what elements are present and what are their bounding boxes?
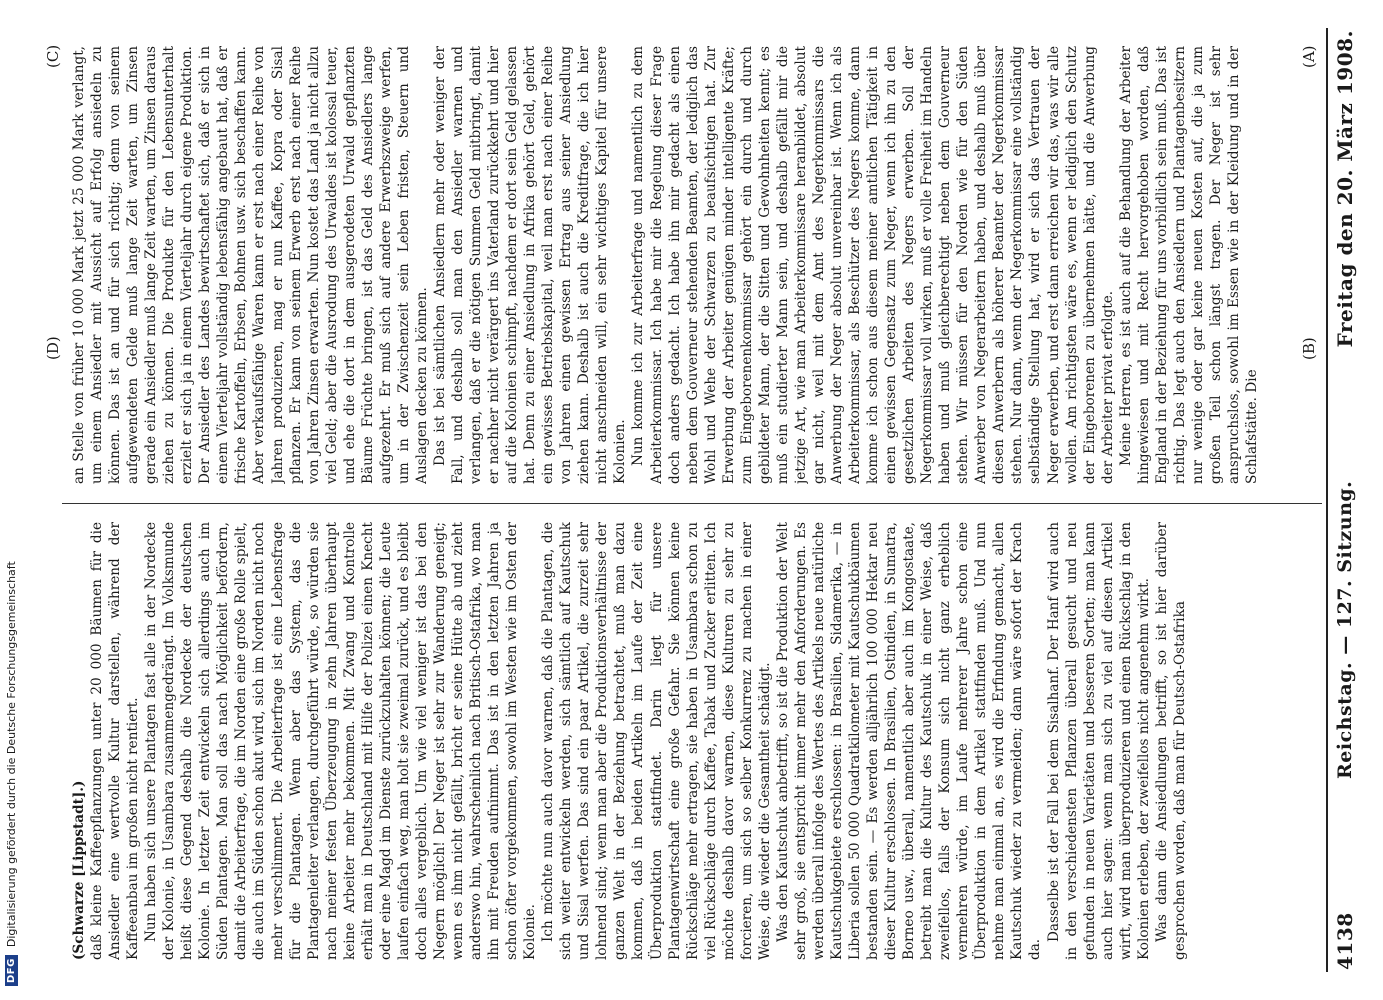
paragraph: Nun haben sich unsere Plantagen fast alle in der Nordecke der Kolonie, in Usambara zusammengedrängt. Im Volksmunde heißt diese Gegend deshalb die Nordecke der deutschen Kolonie. In letzter Zeit entwickeln sich allerdings auch im Süden Plantagen. Man soll das nach Möglichkeit befördern, damit die Arbeiterfrage, die im Norden eine große Rolle spielt, die auch im Süden schon akut wird, sich im Norden nicht noch mehr verschlimmert. Die Arbeiterfrage ist eine Lebensfrage für die Plantagen. Wenn aber das System, das die Plantagenleiter verlangen, durchgeführt würde, so würden sie nach meiner festen Überzeugung in zehn Jahren überhaupt keine Arbeiter mehr bekommen. Mit Zwang und Kontrolle erhält man in Deutschland mit Hilfe der Polizei einen Knecht oder eine Magd im Dienste zurückzuhalten können; die Leute laufen einfach weg, man holt sie zweimal zurück, und es bleibt doch alles vergeblich. Um wie viel weniger ist das bei den Negern möglich! Der Neger ist sehr zur Wanderung geneigt; wenn es ihm nicht gefällt, bricht er seine Hütte ab und zieht anderswo hin, wahrscheinlich nach Britisch-Ostafrika, wo man ihn mit Freuden aufnimmt. Das ist in den letzten Jahren ja schon öfter vorgekommen, sowohl im Westen wie im Osten der Kolonie. [143,522,539,960]
funding-strip [0,0,22,1000]
paragraph: Was den Kautschuk anbetrifft, so ist die Produktion der Welt sehr groß, sie entspricht immer mehr den Anforderungen. Es werden überall infolge des Wertes des Artikels neue natürliche Kautschukgebiete erschlossen: in Brasilien, Sidamerika, — in Liberia sollen 50 000 Quadratkilometer mit Kautschukbäumen bestanden sein. — Es werden alljährlich 100 000 Hektar neu dieser Kultur erschlossen. In Brasilien, Ostindien, in Sumatra, Borneo usw., überall, namentlich aber auch im Kongostaate, betreibt man die Kultur des Kautschuk in einer Weise, daß zweifellos, falls der Konsum sich nicht ganz erheblich vermehren würde, im Laufe mehrerer Jahre schon eine Überproduktion in dem Artikel stattfinden muß. Und nun nehme man einmal an, es wird die Erfindung gemacht, allen Kautschuk wieder zu vermeiden; dann wäre sofort der Krach da. [774,522,1044,960]
speaker-label: (Schwarze [Lippstadt].) [71,780,87,960]
paragraph: Dasselbe ist der Fall bei dem Sisalhanf. Der Hanf wird auch in den verschiedensten Pflanzen überall gesucht und neu gefunden in neuen Varietäten und besseren Sorten; man kann auch hier sagen: wenn man sich zu viel auf diesen Artikel wirft, wird man überproduzieren und einen Rückschlag in den Kolonien erleben, der zweifellos nicht angenehm wirkt. [1045,522,1152,960]
header-rule [1326,28,1328,972]
paragraph: Was dann die Ansiedlungen betrifft, so ist hier darüber gesprochen worden, daß man für Deutsch-Ostafrika [1153,522,1188,960]
margin-marker-b: (B) [1300,337,1318,360]
paragraph: Ich möchte nun auch davor warnen, daß die Plantagen, die sich weiter entwickeln werden, sich sämtlich auf Kautschuk und Sisal werfen. Das sind ein paar Artikel, die zurzeit sehr lohnend sind; wenn man aber die Produktionsverhältnisse der ganzen Welt in der Beziehung betrachtet, muß man dazu kommen, daß in beiden Artikeln im Laufe der Zeit eine Überproduktion stattfindet. Darin liegt für unsere Plantagenwirtschaft eine große Gefahr. Sie können keine Rückschläge mehr ertragen, sie haben in Usambara schon zu viel Rückschläge durch Kaffee, Tabak und Zucker erlitten. Ich möchte deshalb davor warnen, diese Kulturen zu sehr zu forcieren, um sich so selber Konkurrenz zu machen in einer Weise, die wieder die Gesamtheit schädigt. [540,522,773,960]
right-column [70,46,1320,484]
margin-marker-a: (A) [1300,45,1318,68]
column-divider [62,503,1322,504]
session-date: Freitag den 20. März 1908. [1333,30,1357,348]
session-title: Reichstag. — 127. Sitzung. [1334,480,1356,780]
left-column [70,522,1320,960]
page-number: 4138 [1333,912,1357,970]
funding-note: Digitalisierung gefördert durch die Deutsche Forschungsgemeinschaft [4,561,18,948]
paragraph: Das ist bei sämtlichen Ansiedlern mehr oder weniger der Fall, und deshalb soll man den Ansiedler warnen und verlangen, daß er die nötigen Summen Geld mitbringt, damit er nachher nicht verärgert ins Vaterland zurückkehrt und hier auf die Kolonien schimpft, nachdem er dort sein Geld gelassen hat. Denn zu einer Ansiedlung in Afrika gehört Geld, gehört ein gewisses Betriebskapital, weil man erst nach einer Reihe von Jahren einen gewissen Ertrag aus seiner Ansiedlung ziehen kann. Deshalb ist auch die Kreditfrage, die ich hier nicht anschneiden will, ein sehr wichtiges Kapitel für unsere Kolonien. [431,46,629,484]
paragraph: daß kleine Kaffeepflanzungen unter 20 000 Bäumen für die Ansiedler eine wertvolle Kultur darstellen, während der Kaffeeanbau im großen nicht rentiert. [89,522,142,960]
paragraph: Nun komme ich zur Arbeiterfrage und namentlich zu dem Arbeiterkommissar. Ich habe mir die Regelung dieser Frage doch anders gedacht. Ich habe ihn mir gedacht als einen neben dem Gouverneur stehenden Beamten, der lediglich das Wohl und Wehe der Schwarzen zu beaufsichtigen hat. Zur Erwerbung der Arbeiter genügen minder intelligente Kräfte; zum Eingeborenenkommissar gehört ein durch und durch gebildeter Mann, der die Sitten und Gewohnheiten kennt; es muß ein studierter Mann sein, und deshalb gefällt mir die jetzige Art, wie man Arbeiterkommissare heranbildet, absolut gar nicht, weil mit dem Amt des Negerkommissars die Anwerbung der Neger absolut unvereinbar ist. Wenn ich als Arbeiterkommissar, als Beschützer des Negers komme, dann komme ich schon aus diesem meiner amtlichen Tätigkeit in einen gewissen Gegensatz zum Neger, wenn ich ihn zu den gesetzlichen Arbeiten des Negers erwerben. Soll der Negerkommissar voll wirken, muß er volle Freiheit im Handeln haben und muß gleichberechtigt neben dem Gouverneur stehen. Wir müssen für den Norden wie für den Süden Anwerber von Negerarbeitern haben, und deshalb muß über diesen Anwerbern als höherer Beamter der Negerkommissar stehen. Nur dann, wenn der Negerkommissar eine vollständig selbständige Stellung hat, wird er sich das Vertrauen der Neger erwerben, und erst dann erreichen wir das, was wir alle wollen. Am richtigsten wäre es, wenn er lediglich den Schutz der Eingeborenen zu übernehmen hätte, und die Anwerbung der Arbeiter privat erfolgte. [630,46,1116,484]
dfg-logo: DFG [5,955,18,986]
paragraph: an Stelle von früher 10 000 Mark jetzt 25 000 Mark verlangt, um einem Ansiedler mit Aussicht auf Erfolg ansiedeln zu können. Das ist an und für sich richtig; denn von seinem aufgewendeten Gelde muß lange Zeit warten, um Zinsen gerade ein Ansiedler muß lange Zeit warten, um Zinsen daraus ziehen zu können. Die Produkte für den Lebensunterhalt erzielt er sich ja in einem Vierteljahr durch eigene Produktion. Der Ansiedler des Landes bewirtschaftet sich, daß er sich in einem Vierteljahr vollständig lebensfähig angebaut hat, daß er frische Kartoffeln, Erbsen, Bohnen usw. sich beschaffen kann. Aber verkaufsfähige Waren kann er erst nach einer Reihe von Jahren produzieren, mag er nun Kaffee, Kopra oder Sisal pflanzen. Er kann von seinem Erwerb erst nach einer Reihe von Jahren Zinsen erwarten. Nun kostet das Land ja nicht allzu viel Geld; aber die Ausrodung des Urwaldes ist kolossal teuer, und ehe die dort in dem ausgerodeten Urwald gepflanzten Bäume Früchte bringen, ist das Geld des Ansiedlers lange aufgezehrt. Er muß sich auf andere Erwerbszweige werfen, um in der Zwischenzeit sein Leben fristen, Steuern und Auslagen decken zu können. [71,46,430,484]
page-header [1332,30,1358,970]
paragraph: Meine Herren, es ist auch auf die Behandlung der Arbeiter hingewiesen und mit Recht hervorgehoben worden, daß England in der Beziehung für uns vorbildlich sein muß. Das ist richtig. Das legt auch den Ansiedlern und Plantagenbesitzern nur wenige oder gar keine neuen Kosten auf, die ja zum großen Teil schon längst tragen. Der Neger ist sehr anspruchslos, sowohl im Essen wie in der Kleidung und in der Schlafstätte. Die [1117,46,1261,484]
margin-marker-d: (D) [44,336,62,360]
margin-marker-c: (C) [44,44,62,68]
